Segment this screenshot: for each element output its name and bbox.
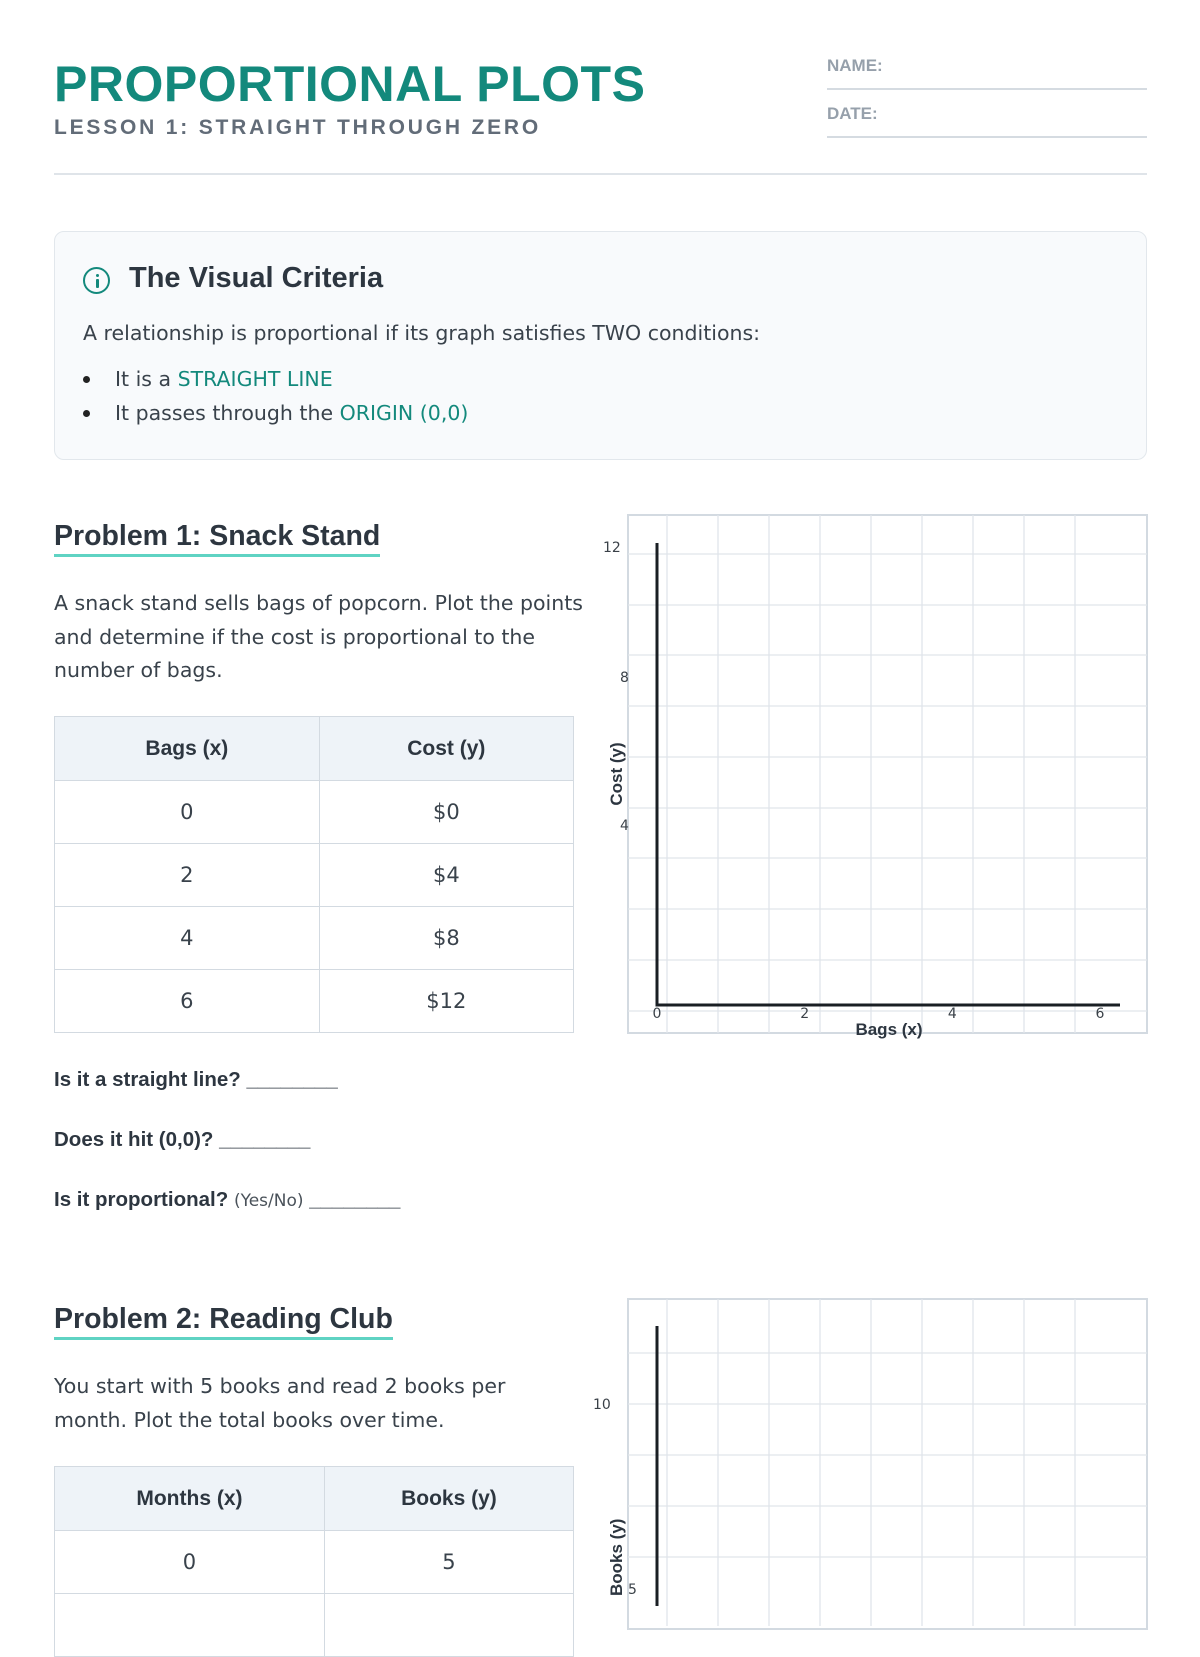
graph-frame — [628, 1299, 1147, 1629]
criteria-item-text: It is a — [115, 367, 178, 391]
table-row — [55, 781, 574, 844]
question-label: Is it a straight line? — [54, 1068, 241, 1091]
problem1-title: Problem 1: Snack Stand — [54, 518, 380, 557]
problem2-text: You start with 5 books and read 2 books per month. Plot the total books over time. — [54, 1374, 506, 1432]
bullet-icon — [83, 410, 90, 417]
table-cell: $12 — [319, 970, 573, 1033]
table-cell: 2 — [55, 844, 320, 907]
table-row — [55, 844, 574, 907]
problem2-table — [54, 1466, 574, 1657]
table-cell: 4 — [55, 907, 320, 970]
table-header: Months (x) — [55, 1467, 325, 1531]
criteria-intro: A relationship is proportional if its graph satisfies TWO conditions: — [83, 321, 761, 345]
table-cell: 6 — [55, 970, 320, 1033]
problem2-title: Problem 2: Reading Club — [54, 1301, 393, 1340]
info-icon — [83, 267, 110, 294]
x-tick-label: 6 — [1095, 1006, 1105, 1022]
x-tick-label: 0 — [652, 1006, 662, 1022]
problem1-text: A snack stand sells bags of popcorn. Plot the points and determine if the cost is proportional to the number of bags. — [54, 591, 583, 682]
y-axis-label: Books (y) — [607, 1518, 626, 1596]
answer-blank[interactable]: ________ — [309, 1188, 401, 1211]
table-cell: 0 — [55, 1531, 325, 1594]
criteria-item-highlight: ORIGIN (0,0) — [339, 401, 469, 425]
table-row — [55, 970, 574, 1033]
table-header: Books (y) — [324, 1467, 573, 1531]
table-header: Cost (y) — [319, 717, 573, 781]
date-label: DATE: — [827, 104, 878, 123]
x-tick-label: 2 — [800, 1006, 810, 1022]
graph-frame — [628, 515, 1147, 1033]
question-proportional[interactable] — [54, 1188, 400, 1212]
table-row — [55, 907, 574, 970]
table-header: Bags (x) — [55, 717, 320, 781]
snack-stand-graph[interactable] — [600, 512, 1150, 1038]
problem1-table — [54, 716, 574, 1033]
y-tick-label: 4 — [620, 818, 629, 834]
question-hint: (Yes/No) — [233, 1191, 304, 1211]
question-origin[interactable] — [54, 1128, 310, 1152]
table-row — [55, 1531, 574, 1594]
table-row — [55, 1594, 574, 1657]
criteria-title: The Visual Criteria — [129, 262, 384, 294]
x-tick-label: 4 — [947, 1006, 957, 1022]
criteria-item-text: It passes through the — [115, 401, 340, 425]
y-tick-label: 10 — [593, 1397, 611, 1413]
table-cell: $8 — [319, 907, 573, 970]
table-cell: $0 — [319, 781, 573, 844]
x-axis-label: Bags (x) — [855, 1020, 923, 1039]
y-tick-label: 5 — [628, 1582, 637, 1598]
bullet-icon — [83, 376, 90, 383]
table-cell: 5 — [324, 1531, 573, 1594]
criteria-item-highlight: STRAIGHT LINE — [177, 367, 333, 391]
table-cell — [55, 1594, 325, 1657]
worksheet-title: PROPORTIONAL PLOTS — [54, 56, 646, 112]
table-cell: 0 — [55, 781, 320, 844]
name-label: NAME: — [827, 56, 883, 75]
reading-club-graph[interactable] — [593, 1296, 1150, 1600]
question-label: Is it proportional? — [54, 1188, 229, 1211]
y-axis-label: Cost (y) — [607, 742, 626, 806]
answer-blank[interactable]: ________ — [219, 1128, 311, 1151]
table-cell — [324, 1594, 573, 1657]
y-tick-label: 8 — [620, 670, 629, 686]
lesson-subtitle: LESSON 1: STRAIGHT THROUGH ZERO — [54, 116, 541, 139]
table-header-row — [55, 717, 574, 781]
name-field[interactable] — [827, 56, 1147, 90]
criteria-box — [54, 231, 1147, 460]
header-divider — [54, 173, 1147, 175]
date-field[interactable] — [827, 104, 1147, 138]
question-straight-line[interactable] — [54, 1068, 338, 1092]
y-tick-label: 12 — [603, 540, 621, 556]
answer-blank[interactable]: ________ — [246, 1068, 338, 1091]
table-header-row — [55, 1467, 574, 1531]
table-cell: $4 — [319, 844, 573, 907]
question-label: Does it hit (0,0)? — [54, 1128, 214, 1151]
